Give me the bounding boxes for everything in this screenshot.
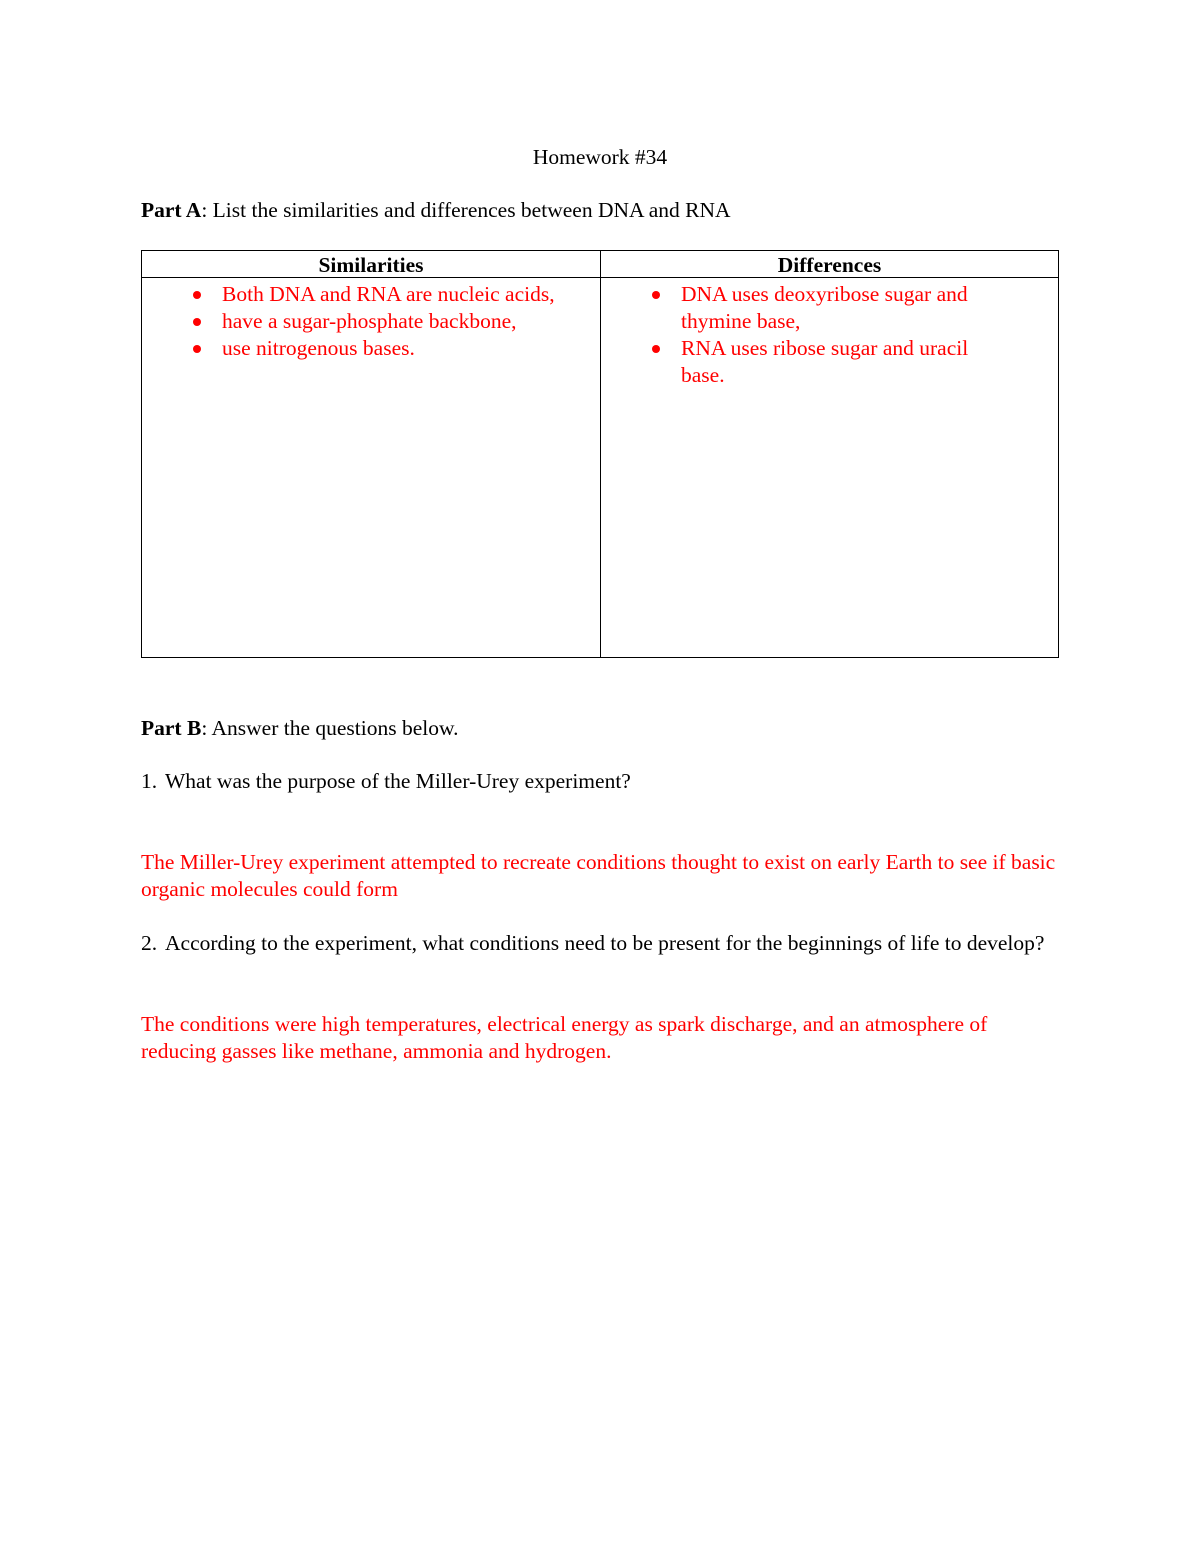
table-column-divider xyxy=(600,251,601,657)
bullet-icon xyxy=(650,335,662,362)
list-item xyxy=(222,308,597,335)
question-1 xyxy=(141,767,1061,795)
part-b-instruction: : Answer the questions below. xyxy=(201,716,459,740)
differences-list xyxy=(681,281,1006,389)
answer-2: The conditions were high temperatures, electrical energy as spark discharge, and an atmosphere of reducing gasses like methane, ammonia and hydrogen. xyxy=(141,1012,988,1063)
question-text: What was the purpose of the Miller-Urey experiment? xyxy=(165,769,631,793)
similarities-list xyxy=(222,281,597,362)
difference-text: RNA uses ribose sugar and uracil base. xyxy=(681,336,969,387)
list-item xyxy=(222,335,597,362)
similarity-text: have a sugar-phosphate backbone, xyxy=(222,309,517,333)
differences-header: Differences xyxy=(777,253,882,277)
part-b-heading xyxy=(141,714,458,742)
similarities-header: Similarities xyxy=(318,253,424,277)
page-title: Homework #34 xyxy=(532,145,668,169)
part-a-label: Part A xyxy=(141,198,202,222)
question-number: 2. xyxy=(141,931,158,955)
question-2 xyxy=(141,929,1061,957)
comparison-table xyxy=(141,250,1059,658)
answer-1: The Miller-Urey experiment attempted to recreate conditions thought to exist on early Earth to see if basic organic molecules could form xyxy=(141,850,1056,901)
similarity-text: Both DNA and RNA are nucleic acids, xyxy=(222,282,555,306)
part-b-label: Part B xyxy=(141,716,202,740)
difference-text: DNA uses deoxyribose sugar and thymine base, xyxy=(681,282,968,333)
question-number: 1. xyxy=(141,769,158,793)
list-item xyxy=(681,335,1006,389)
bullet-icon xyxy=(650,281,662,308)
list-item xyxy=(222,281,597,308)
part-a-instruction: : List the similarities and differences between DNA and RNA xyxy=(201,198,731,222)
question-text: According to the experiment, what conditions need to be present for the beginnings of life to develop? xyxy=(165,931,1045,955)
similarity-text: use nitrogenous bases. xyxy=(222,336,415,360)
part-a-heading xyxy=(141,196,731,224)
bullet-icon xyxy=(191,335,203,362)
bullet-icon xyxy=(191,281,203,308)
list-item xyxy=(681,281,1006,335)
bullet-icon xyxy=(191,308,203,335)
